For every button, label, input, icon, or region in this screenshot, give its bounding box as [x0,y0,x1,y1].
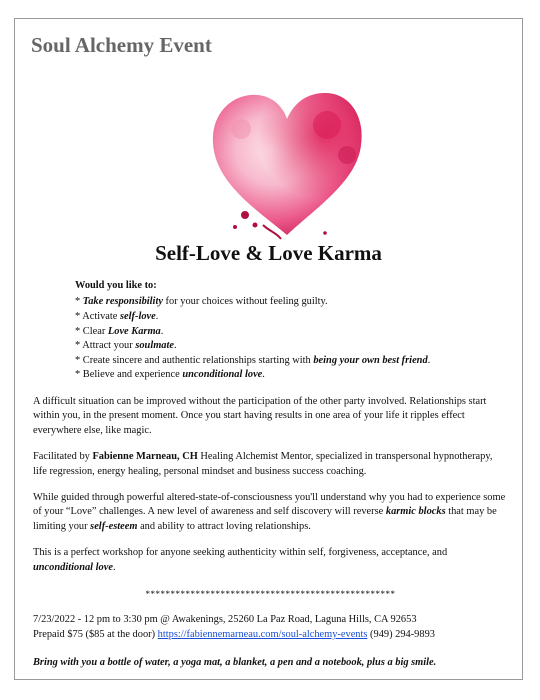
date-location-line: 7/23/2022 - 12 pm to 3:30 pm @ Awakenings, 25260 La Paz Road, Laguna Hills, CA 92653 [33,614,417,626]
list-item: * Believe and experience unconditional love. [75,369,265,381]
event-link[interactable]: https://fabiennemarneau.com/soul-alchemy-events [157,628,368,640]
list-item: * Clear Love Karma. [75,325,164,337]
list-item: * Create sincere and authentic relationships starting with being your own best friend. [75,354,431,366]
paragraph-audience: This is a perfect workshop for anyone seeking authenticity within self, forgiveness, acceptance, and unconditional love. [33,547,448,573]
intro-block [75,279,508,383]
benefit-list [75,295,508,383]
event-title: Soul Alchemy Event [31,33,212,57]
paragraph-facilitator: Facilitated by Fabienne Marneau, CH Healing Alchemist Mentor, specialized in transpersonal hypnotherapy, life regression, energy healing, personal mindset and business success coaching. [33,451,493,477]
list-item: * Take responsibility for your choices without feeling guilty. [75,296,328,308]
facilitator-name: Fabienne Marneau, CH [92,451,198,463]
intro-heading: Would you like to: [75,280,157,291]
asterisk-divider: ************************************************** [145,589,396,600]
paragraph-guidance: While guided through powerful altered-state-of-consciousness you'll understand why you had to experience some of your “Love” challenges. A new level of awareness and self discovery will reverse karmic blocks that may be limiting your self-esteem and ability to attract loving relationships. [33,492,506,532]
watercolor-heart-icon [207,85,367,243]
flyer-page [14,18,523,680]
flyer-body [33,279,508,671]
closing-note: Bring with you a bottle of water, a yoga mat, a blanket, a pen and a notebook, plus a big smile. [33,657,437,669]
workshop-headline: Self-Love & Love Karma [155,241,382,265]
price-contact-line: Prepaid $75 ($85 at the door) https://fabiennemarneau.com/soul-alchemy-events (949) 294-9893 [33,628,435,640]
list-item: * Activate self-love. [75,311,159,322]
paragraph-situation: A difficult situation can be improved without the participation of the other party involved. Relationships start within you, in the present moment. Once you start having results in one area of your life it ripples effect everywhere else, like magic. [33,395,487,436]
event-details [33,613,508,642]
list-item: * Attract your soulmate. [75,340,177,352]
